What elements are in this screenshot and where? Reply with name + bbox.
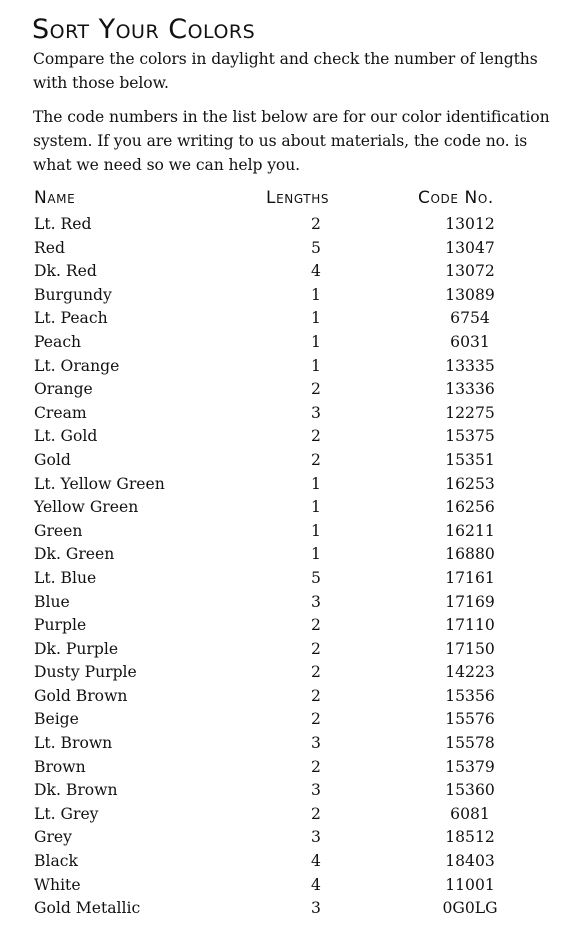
color-name: Purple bbox=[34, 616, 87, 635]
lengths-count: 2 bbox=[311, 710, 321, 729]
code-number: 13089 bbox=[445, 285, 495, 304]
code-number: 13012 bbox=[445, 215, 495, 233]
code-number: 0G0LG bbox=[442, 899, 498, 918]
color-name: Burgundy bbox=[34, 285, 112, 304]
color-name: Gold Metallic bbox=[34, 899, 141, 918]
code-number: 15356 bbox=[445, 686, 495, 705]
color-name: Lt. Brown bbox=[34, 734, 113, 753]
color-name: Green bbox=[34, 521, 83, 540]
table-row bbox=[0, 449, 576, 473]
table-row bbox=[0, 567, 576, 591]
lengths-count: 1 bbox=[311, 309, 321, 328]
table-row bbox=[0, 355, 576, 379]
code-number: 17110 bbox=[445, 616, 495, 635]
lengths-count: 4 bbox=[311, 262, 321, 281]
color-name: Lt. Yellow Green bbox=[34, 474, 165, 493]
table-row bbox=[0, 874, 576, 898]
code-number: 18403 bbox=[445, 852, 495, 871]
color-name: Gold bbox=[34, 450, 71, 469]
lengths-count: 3 bbox=[311, 734, 321, 753]
table-row bbox=[0, 708, 576, 732]
table-row bbox=[0, 591, 576, 615]
code-number: 15351 bbox=[445, 450, 495, 469]
lengths-count: 1 bbox=[311, 498, 321, 517]
color-name: Beige bbox=[34, 710, 79, 729]
table-row bbox=[0, 732, 576, 756]
color-name: Peach bbox=[34, 332, 82, 351]
code-number: 17150 bbox=[445, 639, 495, 658]
color-name: Lt. Red bbox=[34, 215, 92, 233]
table-row bbox=[0, 402, 576, 426]
color-name: Dk. Green bbox=[34, 545, 115, 564]
color-name: Dk. Brown bbox=[34, 781, 118, 800]
table-row bbox=[0, 661, 576, 685]
code-number: 16880 bbox=[445, 545, 495, 564]
table-row bbox=[0, 425, 576, 449]
lengths-count: 5 bbox=[311, 568, 321, 587]
header-name: Name bbox=[34, 188, 76, 208]
lengths-count: 1 bbox=[311, 521, 321, 540]
color-name: Lt. Blue bbox=[34, 568, 97, 587]
color-name: Black bbox=[34, 852, 78, 871]
code-number: 6081 bbox=[450, 804, 490, 823]
table-row bbox=[0, 756, 576, 780]
lengths-count: 1 bbox=[311, 545, 321, 564]
lengths-count: 3 bbox=[311, 403, 321, 422]
code-number: 17169 bbox=[445, 592, 495, 611]
lengths-count: 2 bbox=[311, 616, 321, 635]
color-name: White bbox=[34, 875, 81, 894]
lengths-count: 2 bbox=[311, 215, 321, 233]
lengths-count: 4 bbox=[311, 875, 321, 894]
code-number: 13072 bbox=[445, 262, 495, 281]
table-row bbox=[0, 685, 576, 709]
code-number: 15578 bbox=[445, 734, 495, 753]
code-number: 15360 bbox=[445, 781, 495, 800]
code-number: 13335 bbox=[445, 356, 495, 375]
table-row bbox=[0, 237, 576, 261]
lengths-count: 1 bbox=[311, 285, 321, 304]
color-name: Orange bbox=[34, 380, 93, 399]
lengths-count: 2 bbox=[311, 663, 321, 682]
code-number: 12275 bbox=[445, 403, 495, 422]
lengths-count: 2 bbox=[311, 450, 321, 469]
color-name: Blue bbox=[34, 592, 70, 611]
color-name: Dusty Purple bbox=[34, 663, 137, 682]
table-row bbox=[0, 307, 576, 331]
code-number: 17161 bbox=[445, 568, 495, 587]
lengths-count: 3 bbox=[311, 592, 321, 611]
lengths-count: 4 bbox=[311, 852, 321, 871]
lengths-count: 2 bbox=[311, 686, 321, 705]
table-header bbox=[0, 188, 576, 212]
code-number: 11001 bbox=[445, 875, 495, 894]
color-name: Gold Brown bbox=[34, 686, 128, 705]
table-row bbox=[0, 803, 576, 827]
lengths-count: 2 bbox=[311, 804, 321, 823]
code-number: 15379 bbox=[445, 757, 495, 776]
lengths-count: 5 bbox=[311, 238, 321, 257]
table-row bbox=[0, 496, 576, 520]
table-row bbox=[0, 614, 576, 638]
lengths-count: 3 bbox=[311, 828, 321, 847]
code-note-paragraph: The code numbers in the list below are for our color identification system. If you are writing to us about materials, the code no. is what we need so we can help you. bbox=[33, 108, 550, 174]
table-row bbox=[0, 638, 576, 662]
color-name: Yellow Green bbox=[34, 498, 139, 517]
code-number: 16253 bbox=[445, 474, 495, 493]
code-number: 6754 bbox=[450, 309, 490, 328]
table-row bbox=[0, 260, 576, 284]
intro-paragraph: Compare the colors in daylight and check the number of lengths with those below. bbox=[33, 50, 538, 92]
table-row bbox=[0, 331, 576, 355]
color-name: Grey bbox=[34, 828, 72, 847]
color-name: Cream bbox=[34, 403, 87, 422]
color-name: Dk. Red bbox=[34, 262, 97, 281]
color-name: Brown bbox=[34, 757, 86, 776]
table-row bbox=[0, 284, 576, 308]
color-name: Lt. Grey bbox=[34, 804, 99, 823]
code-number: 13047 bbox=[445, 238, 495, 257]
color-name: Lt. Peach bbox=[34, 309, 108, 328]
color-name: Lt. Orange bbox=[34, 356, 120, 375]
lengths-count: 1 bbox=[311, 356, 321, 375]
table-row bbox=[0, 520, 576, 544]
color-name: Lt. Gold bbox=[34, 427, 98, 446]
color-name: Red bbox=[34, 238, 65, 257]
color-table-body bbox=[0, 213, 576, 921]
header-code: Code No. bbox=[418, 188, 494, 208]
code-number: 13336 bbox=[445, 380, 495, 399]
lengths-count: 2 bbox=[311, 639, 321, 658]
lengths-count: 1 bbox=[311, 332, 321, 351]
header-lengths: Lengths bbox=[266, 188, 330, 208]
lengths-count: 3 bbox=[311, 781, 321, 800]
table-row bbox=[0, 779, 576, 803]
code-number: 6031 bbox=[450, 332, 490, 351]
lengths-count: 1 bbox=[311, 474, 321, 493]
code-number: 16211 bbox=[445, 521, 495, 540]
table-row bbox=[0, 826, 576, 850]
code-number: 14223 bbox=[445, 663, 495, 682]
color-name: Dk. Purple bbox=[34, 639, 119, 658]
lengths-count: 2 bbox=[311, 757, 321, 776]
code-number: 16256 bbox=[445, 498, 495, 517]
table-row bbox=[0, 850, 576, 874]
lengths-count: 2 bbox=[311, 380, 321, 399]
code-number: 15576 bbox=[445, 710, 495, 729]
code-number: 18512 bbox=[445, 828, 495, 847]
table-row bbox=[0, 213, 576, 237]
code-number: 15375 bbox=[445, 427, 495, 446]
lengths-count: 3 bbox=[311, 899, 321, 918]
table-row bbox=[0, 897, 576, 921]
table-row bbox=[0, 378, 576, 402]
table-row bbox=[0, 473, 576, 497]
page-title: Sort Your Colors bbox=[32, 14, 256, 45]
lengths-count: 2 bbox=[311, 427, 321, 446]
table-row bbox=[0, 543, 576, 567]
